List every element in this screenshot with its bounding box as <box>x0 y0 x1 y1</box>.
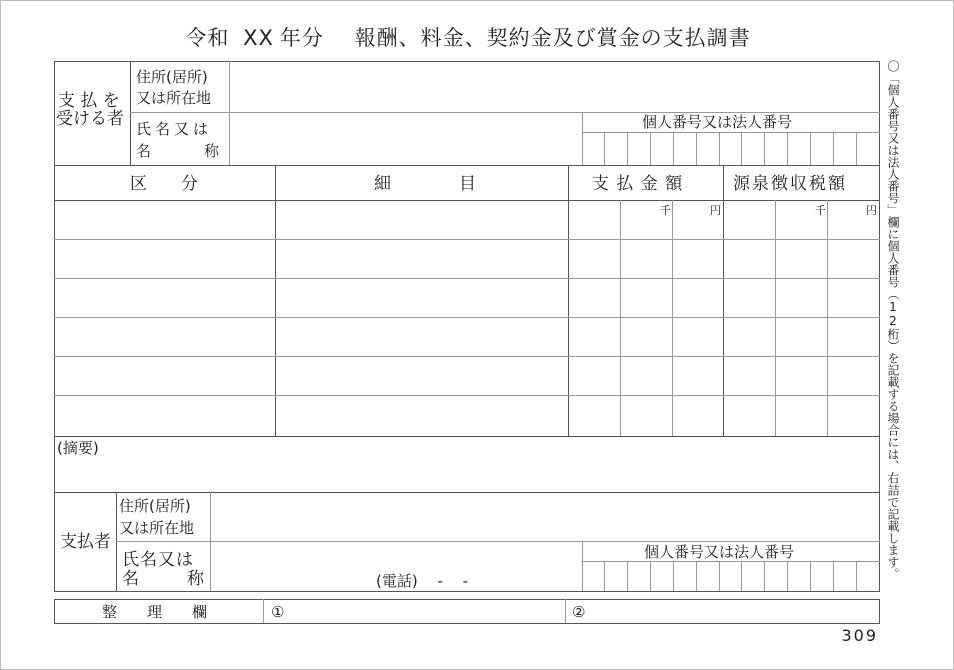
recipient-number-cells[interactable] <box>582 133 879 165</box>
payer-label: 支払者 <box>60 532 111 552</box>
header-details: 細 目 <box>374 174 476 194</box>
payer-number-cells[interactable] <box>582 562 879 591</box>
recipient-address-label-2: 又は所在地 <box>136 89 212 107</box>
recipient-label-line1: 支 払 を <box>58 91 120 111</box>
reference-label: 整 理 欄 <box>102 603 208 621</box>
table-row[interactable] <box>55 240 879 278</box>
recipient-number-label: 個人番号又は法人番号 <box>642 113 793 131</box>
payment-unit-thousand: 千 <box>660 204 671 217</box>
form-title <box>0 22 936 52</box>
recipient-name-label-2a: 名 <box>136 142 152 160</box>
title-form-name: 報酬、料金、契約金及び賞金の支払調書 <box>354 26 751 50</box>
reference-field-1[interactable] <box>290 600 563 623</box>
payer-name-label-2b: 称 <box>187 569 204 589</box>
summary-label: (摘要) <box>57 439 99 457</box>
table-row[interactable] <box>55 357 879 395</box>
recipient-address-label-1: 住所(居所) <box>136 68 208 86</box>
table-row[interactable] <box>55 318 879 356</box>
payer-phone: (電話) - - <box>376 572 469 590</box>
table-row[interactable] <box>55 201 879 239</box>
table-row[interactable] <box>55 279 879 317</box>
payer-number-label: 個人番号又は法人番号 <box>644 543 795 561</box>
header-category: 区 分 <box>130 174 198 194</box>
payer-address-label-2: 又は所在地 <box>119 519 195 537</box>
table-row[interactable] <box>55 396 879 436</box>
title-year-suffix: 年分 <box>279 26 324 50</box>
recipient-address-field[interactable] <box>231 62 879 111</box>
reference-mark-2: ② <box>572 603 586 621</box>
title-year[interactable]: XX <box>243 26 274 50</box>
withholding-unit-thousand: 千 <box>815 204 826 217</box>
payer-address-field[interactable] <box>212 493 879 540</box>
reference-mark-1: ① <box>271 603 285 621</box>
withholding-unit-yen: 円 <box>866 204 877 217</box>
reference-field-2[interactable] <box>592 600 878 623</box>
payer-address-label-1: 住所(居所) <box>119 497 191 515</box>
recipient-name-label-2b: 称 <box>204 142 220 160</box>
summary-field[interactable] <box>110 437 879 492</box>
payer-name-label-1: 氏名又は <box>122 550 194 570</box>
page-number: 309 <box>841 626 878 645</box>
header-withholding-tax: 源泉徴収税額 <box>733 174 847 194</box>
payment-unit-yen: 円 <box>710 204 721 217</box>
side-note: 〇「個人番号又は法人番号」欄に個人番号（12桁）を記載する場合には、右詰で記載します。 <box>886 60 900 580</box>
recipient-name-field[interactable] <box>231 113 581 165</box>
title-era: 令和 <box>185 26 230 50</box>
header-payment-amount: 支 払 金 額 <box>592 174 684 194</box>
recipient-label-line2: 受ける者 <box>56 109 124 129</box>
recipient-name-label-1: 氏名又は <box>136 120 213 138</box>
payer-name-label-2a: 名 <box>122 569 139 589</box>
